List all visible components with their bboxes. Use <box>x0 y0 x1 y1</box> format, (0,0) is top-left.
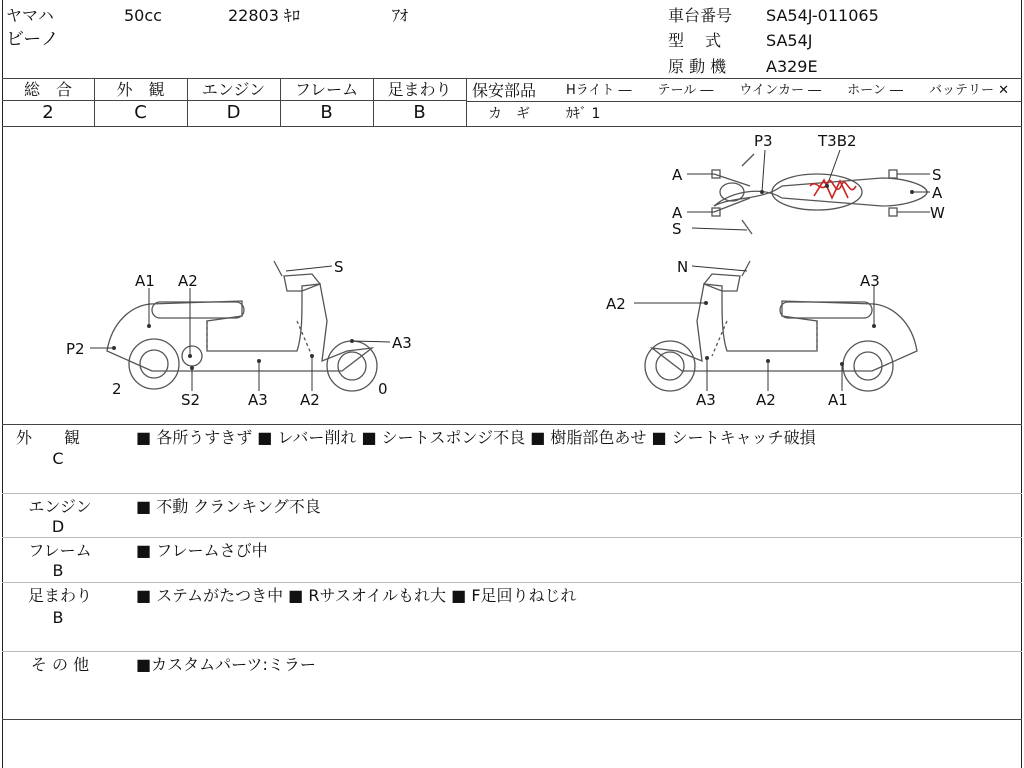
model-name: ビーノ <box>6 29 59 50</box>
engine-value: A329E <box>766 57 818 76</box>
grade-engine-label: エンジン <box>201 80 266 99</box>
diagram-label: P2 <box>66 340 85 358</box>
grade-mid-line <box>2 100 466 101</box>
grade-engine-value: D <box>226 102 241 123</box>
diagram-label: A <box>672 166 683 184</box>
diagram-label: 0 <box>378 380 388 398</box>
diagram-label: A2 <box>300 391 320 409</box>
remark-divider <box>2 651 1022 652</box>
type-label: 型 式 <box>668 31 722 50</box>
diagram-label: A3 <box>248 391 268 409</box>
grade-frame-label: フレーム <box>294 80 359 99</box>
remark-engine-grade: D <box>51 517 65 536</box>
remarks-bottom-line <box>2 719 1022 720</box>
remark-engine-label: エンジン <box>28 497 92 516</box>
remark-frame-label: フレーム <box>28 541 92 560</box>
grade-frame-value: B <box>320 102 333 123</box>
remark-divider <box>2 537 1022 538</box>
remark-divider <box>2 493 1022 494</box>
maker-name: ヤマハ <box>6 6 54 25</box>
remark-other-text: ■カスタムパーツ:ミラー <box>136 655 316 674</box>
remark-exterior-text: ■ 各所うすきず ■ レバー削れ ■ シートスポンジ不良 ■ 樹脂部色あせ ■ シートキャッチ破損 <box>136 428 816 447</box>
grade-exterior-label: 外 観 <box>116 80 165 99</box>
body-color: ｱｵ <box>392 6 409 25</box>
mileage: 22803 ｷﾛ <box>228 6 300 25</box>
diagram-label: A1 <box>135 272 155 290</box>
damage-diagram <box>2 126 1022 424</box>
frame-no-label: 車台番号 <box>668 6 733 25</box>
remark-divider <box>2 582 1022 583</box>
diagram-label: 2 <box>112 380 122 398</box>
remark-engine-text: ■ 不動 クランキング不良 <box>136 497 321 516</box>
diagram-label: S <box>932 166 942 184</box>
diagram-label: A1 <box>828 391 848 409</box>
remark-frame-grade: B <box>52 561 64 580</box>
safety-mid-line <box>466 101 1022 102</box>
safety-items: Hライト ― テール ― ウインカー ― ホーン ― バッテリー ✕ <box>566 83 1010 98</box>
engine-label: 原 動 機 <box>668 57 727 76</box>
remark-exterior-label: 外 観 <box>15 428 80 447</box>
diagram-label: S <box>334 258 344 276</box>
grade-suspension-value: B <box>413 102 426 123</box>
remark-suspension-label: 足まわり <box>27 586 92 605</box>
remark-exterior-grade: C <box>52 449 64 468</box>
key-label: カ ギ <box>488 106 530 122</box>
remarks-top-line <box>2 424 1022 425</box>
displacement: 50cc <box>124 6 162 25</box>
header-divider <box>2 78 1022 79</box>
type-value: SA54J <box>766 31 813 50</box>
top-view-scooter <box>712 154 927 234</box>
remark-suspension-text: ■ ステムがたつき中 ■ Rサスオイルもれ大 ■ F足回りねじれ <box>136 586 577 605</box>
diagram-label: W <box>930 204 945 222</box>
diagram-label: T3B2 <box>818 132 857 150</box>
remark-suspension-grade: B <box>52 608 64 627</box>
remark-other-label: そ の 他 <box>30 655 90 674</box>
diagram-label: S2 <box>181 391 201 409</box>
diagram-label: A3 <box>860 272 880 290</box>
diagram-label: A <box>672 204 683 222</box>
grade-suspension-label: 足まわり <box>387 80 452 99</box>
grade-divider <box>466 78 467 126</box>
diagram-label: A2 <box>178 272 198 290</box>
grade-total-label: 総 合 <box>23 80 72 99</box>
diagram-label: A3 <box>696 391 716 409</box>
diagram-label: P3 <box>754 132 773 150</box>
diagram-label: A3 <box>392 334 412 352</box>
frame-no: SA54J-011065 <box>766 6 879 25</box>
key-value: ｶｷﾞ 1 <box>566 106 601 122</box>
diagram-label: A2 <box>756 391 776 409</box>
diagram-label: A2 <box>606 295 626 313</box>
grade-exterior-value: C <box>134 102 147 123</box>
remark-frame-text: ■ フレームさび中 <box>136 541 268 560</box>
grade-total-value: 2 <box>42 102 54 123</box>
diagram-label: S <box>672 220 682 238</box>
diagram-label: A <box>932 184 943 202</box>
safety-label: 保安部品 <box>472 81 537 100</box>
diagram-label: N <box>677 258 689 276</box>
